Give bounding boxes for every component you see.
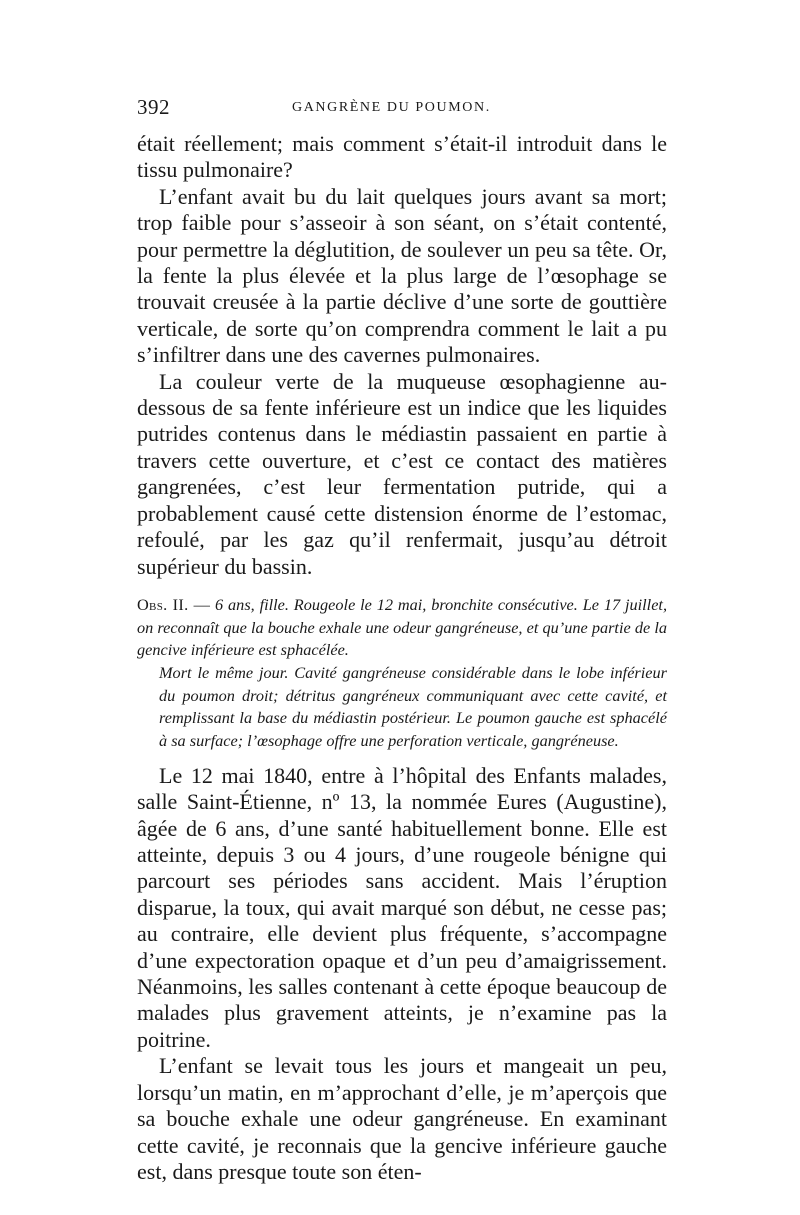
paragraph-color: La couleur verte de la muqueuse œsophagienne au-dessous de sa fente inférieure est un indice que les liquides putrides contenus dans le médiastin passaient en partie à travers cette ouverture, et c’est ce contact des matières gangrenées, c’est leur fermentation putride, qui a probablement causé cette distension énorme de l’estomac, refoulé, par les gaz qu’il renfermait, jusqu’au détroit supérieur du bassin. — [137, 368, 667, 579]
running-title: GANGRÈNE DU POUMON. — [292, 100, 491, 115]
paragraph-continuation: était réellement; mais comment s’était-il introduit dans le tissu pulmonaire? — [137, 131, 667, 183]
book-page — [137, 95, 667, 1185]
observation-summary — [137, 594, 667, 753]
observation-first: 6 ans, fille. Rougeole le 12 mai, bronchite consécutive. Le 17 juillet, on reconnaît que la bouche exhale une odeur gangréneuse, et qu’une partie de la gencive inférieure est sphacélée. — [137, 594, 668, 660]
page-number: 392 — [137, 95, 170, 119]
observation-label: Obs. II. — — [137, 594, 211, 614]
page-header — [137, 95, 667, 131]
paragraph-case-history: Le 12 mai 1840, entre à l’hôpital des Enfants malades, salle Saint-Étienne, nº 13, la nommée Eures (Augustine), âgée de 6 ans, d’une santé habituellement bonne. Elle est atteinte, depuis 3 ou 4 jours, d’une rougeole bénigne qui parcourt ses périodes sans accident. Mais l’éruption disparue, la toux, qui avait marqué son début, ne cesse pas; au contraire, elle devient plus fréquente, s’accompagne d’une expectoration opaque et d’un peu d’amaigrissement. Néanmoins, les salles contenant à cette époque beaucoup de malades plus gravement atteints, je n’examine pas la poitrine. — [137, 762, 667, 1052]
paragraph-milk: L’enfant avait bu du lait quelques jours avant sa mort; trop faible pour s’asseoir à son séant, on s’était contenté, pour permettre la déglutition, de soulever un peu sa tête. Or, la fente la plus élevée et la plus large de l’œsophage se trouvait creusée à la partie déclive d’une sorte de gouttière verticale, de sorte qu’on comprendra comment le lait a pu s’infiltrer dans une des cavernes pulmonaires. — [137, 183, 667, 368]
observation-rest: Mort le même jour. Cavité gangréneuse considérable dans le lobe inférieur du poumon droit; détritus gangréneux communiquant avec cette cavité, et remplissant la base du médiastin postérieur. Le poumon gauche est sphacélé à sa surface; l’œsophage offre une perforation verticale, gangréneuse. — [159, 663, 667, 751]
paragraph-examination: L’enfant se levait tous les jours et mangeait un peu, lorsqu’un matin, en m’approchant d’elle, je m’aperçois que sa bouche exhale une odeur gangréneuse. En examinant cette cavité, je reconnais que la gencive inférieure gauche est, dans presque toute son éten- — [137, 1053, 667, 1184]
